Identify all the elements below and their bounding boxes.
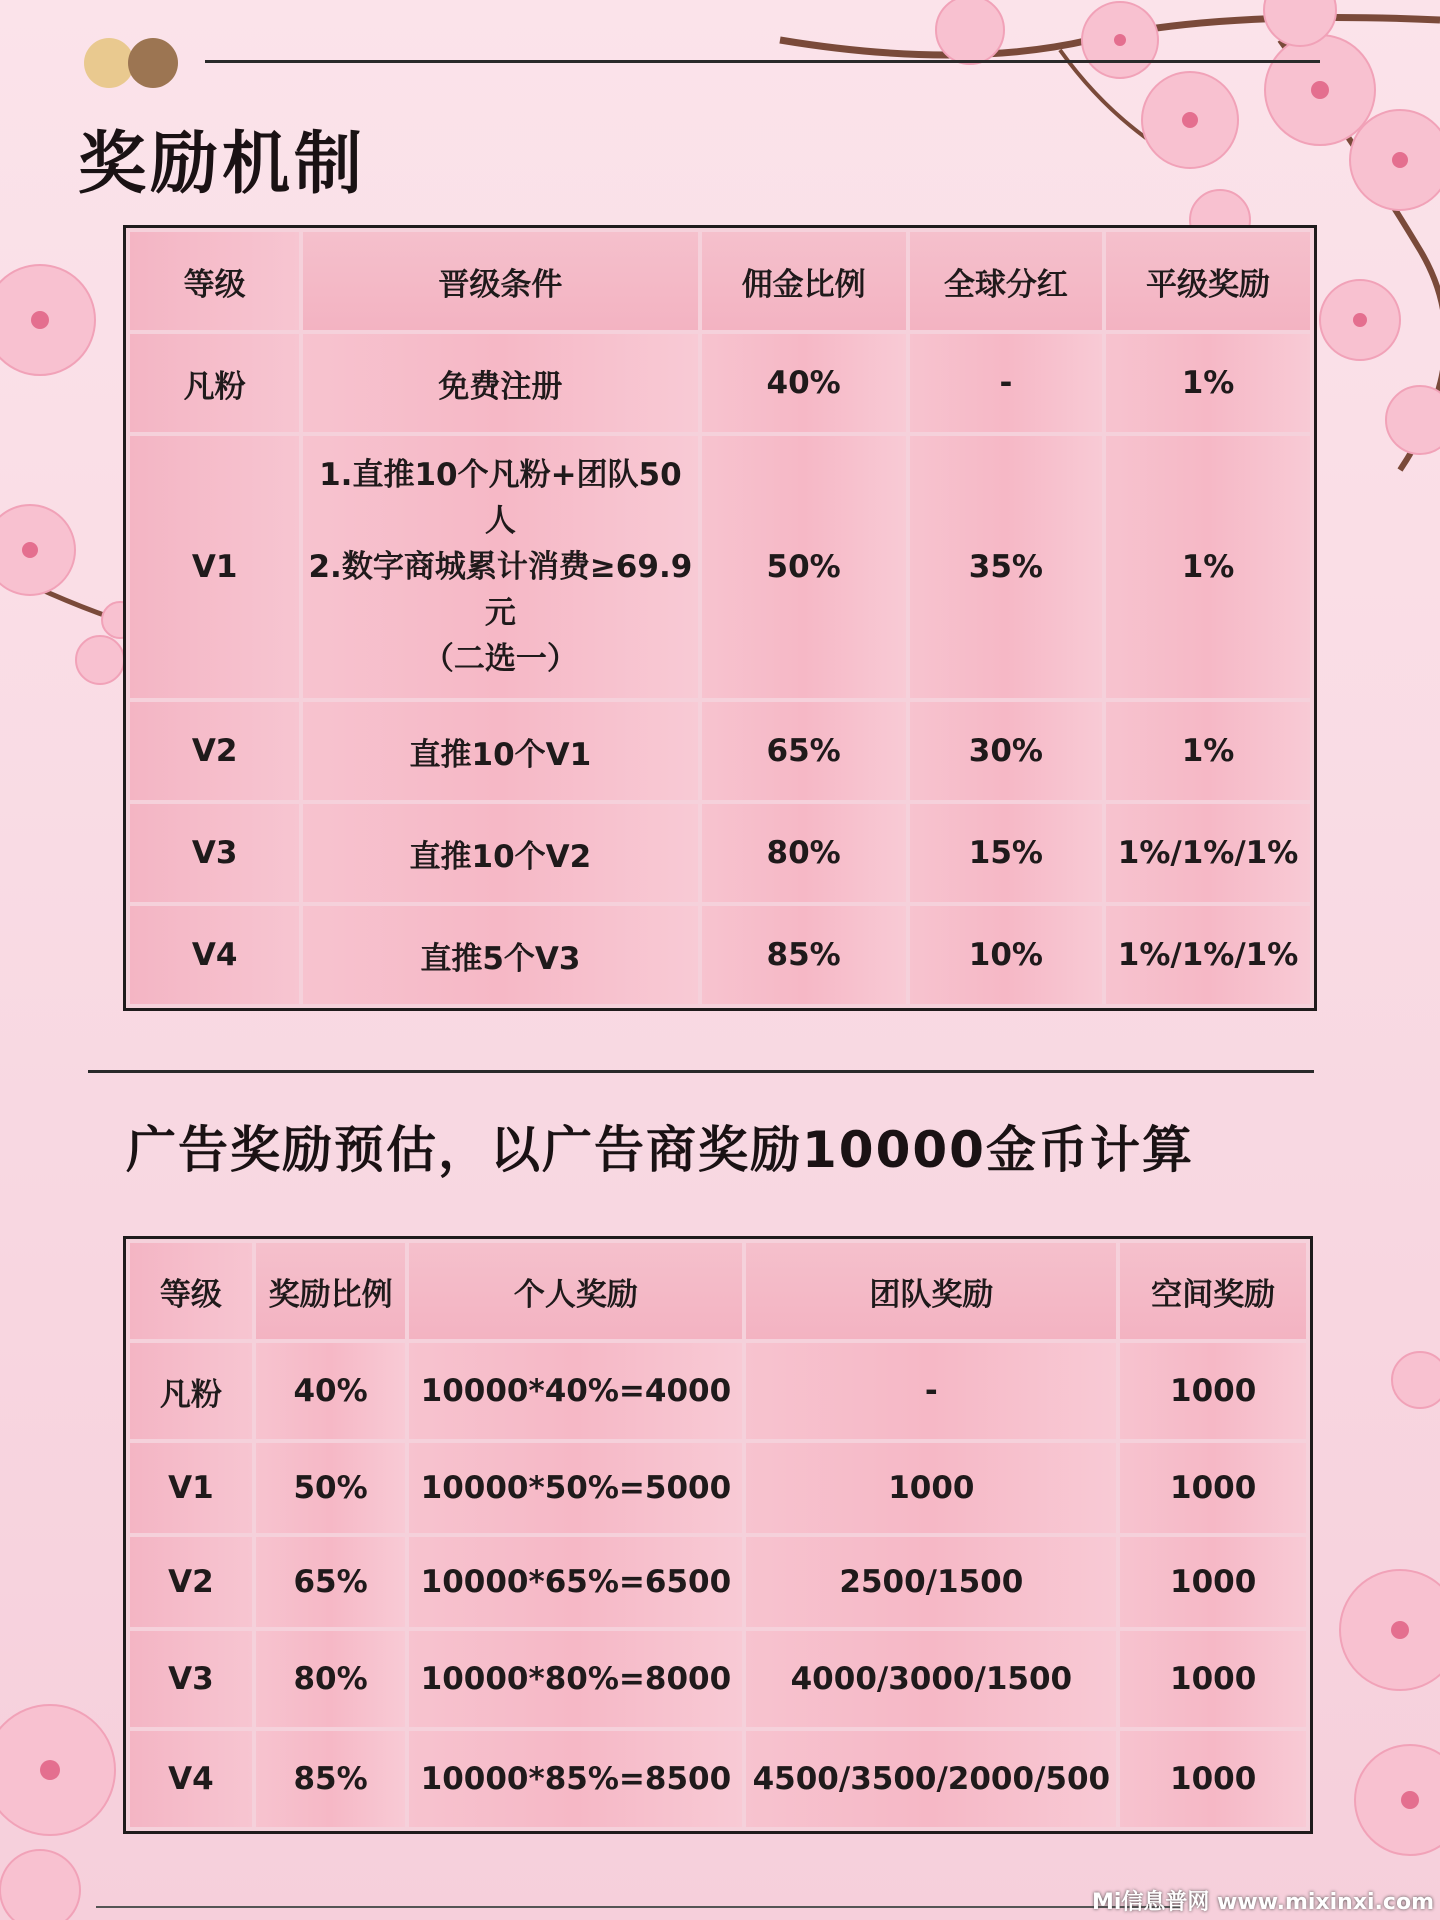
column-header: 奖励比例	[256, 1243, 406, 1339]
level-cell: 凡粉	[130, 1343, 252, 1439]
space-reward-cell: 1000	[1120, 1343, 1306, 1439]
dividend-cell: 10%	[910, 906, 1102, 1004]
section-divider	[88, 1070, 1314, 1073]
personal-reward-cell: 10000*40%=4000	[409, 1343, 742, 1439]
table-row	[130, 1537, 1306, 1627]
level-cell: V2	[130, 1537, 252, 1627]
level-cell: V3	[130, 804, 299, 902]
table-row	[130, 1443, 1306, 1533]
column-header: 个人奖励	[409, 1243, 742, 1339]
reward-mechanism-table	[123, 225, 1317, 1011]
team-reward-cell: -	[746, 1343, 1116, 1439]
ratio-cell: 40%	[256, 1343, 406, 1439]
ratio-cell: 85%	[256, 1731, 406, 1827]
table-header-row	[130, 232, 1310, 330]
column-header: 空间奖励	[1120, 1243, 1306, 1339]
table-row	[130, 1731, 1306, 1827]
reward-mechanism-title: 奖励机制	[78, 125, 367, 204]
condition-cell: 免费注册	[303, 334, 697, 432]
column-header: 团队奖励	[746, 1243, 1116, 1339]
personal-reward-cell: 10000*80%=8000	[409, 1631, 742, 1727]
dividend-cell: 15%	[910, 804, 1102, 902]
table-header-row	[130, 1243, 1306, 1339]
level-cell: 凡粉	[130, 334, 299, 432]
level-cell: V2	[130, 702, 299, 800]
ratio-cell: 50%	[256, 1443, 406, 1533]
header-dot-gold	[84, 38, 134, 88]
peer-reward-cell: 1%/1%/1%	[1106, 906, 1310, 1004]
peer-reward-cell: 1%	[1106, 702, 1310, 800]
personal-reward-cell: 10000*50%=5000	[409, 1443, 742, 1533]
condition-cell: 直推5个V3	[303, 906, 697, 1004]
cherry-blossom-right-lower	[1300, 1300, 1440, 1920]
level-cell: V4	[130, 1731, 252, 1827]
team-reward-cell: 1000	[746, 1443, 1116, 1533]
condition-line: （二选一）	[422, 641, 578, 677]
space-reward-cell: 1000	[1120, 1443, 1306, 1533]
table-row	[130, 906, 1310, 1004]
table-row	[130, 804, 1310, 902]
column-header: 等级	[130, 1243, 252, 1339]
footer-divider	[96, 1906, 1180, 1908]
condition-cell	[303, 436, 697, 698]
table-row	[130, 334, 1310, 432]
dividend-cell: 35%	[910, 436, 1102, 698]
peer-reward-cell: 1%/1%/1%	[1106, 804, 1310, 902]
commission-cell: 80%	[702, 804, 906, 902]
condition-line: 1.直推10个凡粉+团队50人	[319, 457, 682, 539]
space-reward-cell: 1000	[1120, 1537, 1306, 1627]
ratio-cell: 80%	[256, 1631, 406, 1727]
commission-cell: 65%	[702, 702, 906, 800]
table-row	[130, 1343, 1306, 1439]
header-divider	[205, 60, 1320, 63]
personal-reward-cell: 10000*85%=8500	[409, 1731, 742, 1827]
ad-reward-estimate-title: 广告奖励预估，以广告商奖励10000金币计算	[126, 1121, 1194, 1179]
column-header: 平级奖励	[1106, 232, 1310, 330]
space-reward-cell: 1000	[1120, 1731, 1306, 1827]
condition-line: 2.数字商城累计消费≥69.9元	[308, 549, 693, 631]
table-row	[130, 1631, 1306, 1727]
peer-reward-cell: 1%	[1106, 436, 1310, 698]
team-reward-cell: 4500/3500/2000/500	[746, 1731, 1116, 1827]
dividend-cell: 30%	[910, 702, 1102, 800]
peer-reward-cell: 1%	[1106, 334, 1310, 432]
table-row	[130, 436, 1310, 698]
dividend-cell: -	[910, 334, 1102, 432]
commission-cell: 85%	[702, 906, 906, 1004]
level-cell: V1	[130, 1443, 252, 1533]
condition-cell: 直推10个V1	[303, 702, 697, 800]
column-header: 全球分红	[910, 232, 1102, 330]
ratio-cell: 65%	[256, 1537, 406, 1627]
column-header: 晋级条件	[303, 232, 697, 330]
personal-reward-cell: 10000*65%=6500	[409, 1537, 742, 1627]
column-header: 等级	[130, 232, 299, 330]
level-cell: V1	[130, 436, 299, 698]
condition-cell: 直推10个V2	[303, 804, 697, 902]
team-reward-cell: 2500/1500	[746, 1537, 1116, 1627]
table-row	[130, 702, 1310, 800]
level-cell: V3	[130, 1631, 252, 1727]
commission-cell: 50%	[702, 436, 906, 698]
site-watermark: Mi信息普网 www.mixinxi.com	[1091, 1890, 1434, 1915]
level-cell: V4	[130, 906, 299, 1004]
header-dot-brown	[128, 38, 178, 88]
ad-reward-table	[123, 1236, 1313, 1834]
team-reward-cell: 4000/3000/1500	[746, 1631, 1116, 1727]
commission-cell: 40%	[702, 334, 906, 432]
space-reward-cell: 1000	[1120, 1631, 1306, 1727]
column-header: 佣金比例	[702, 232, 906, 330]
